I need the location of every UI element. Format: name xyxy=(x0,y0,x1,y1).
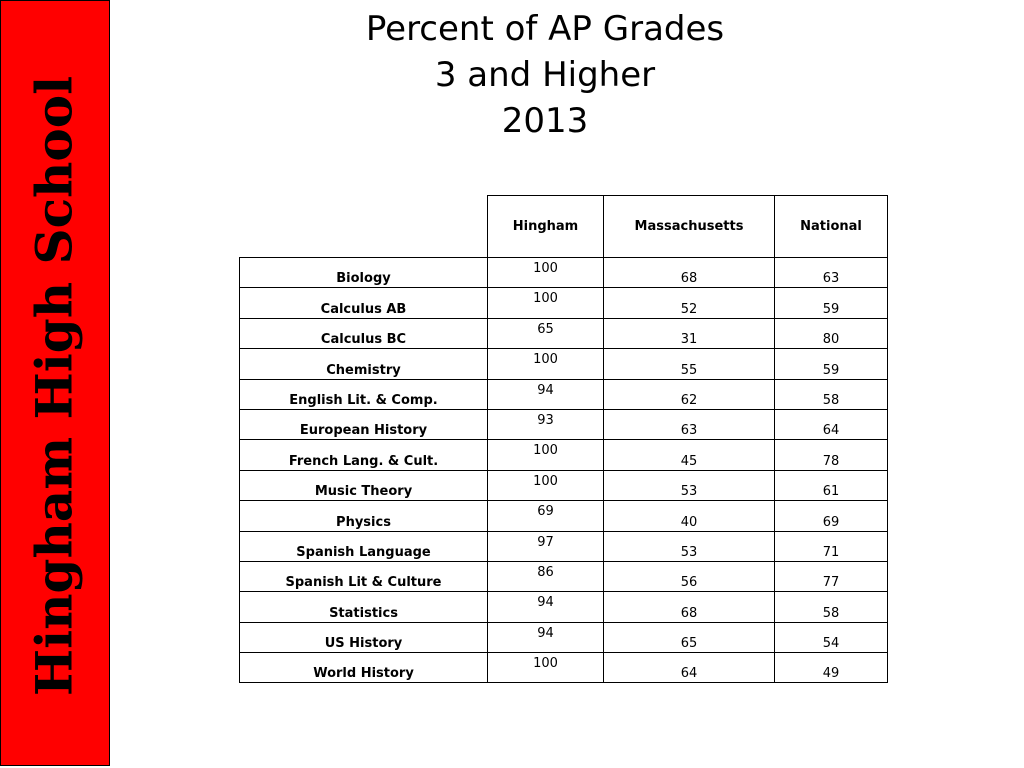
national-cell: 59 xyxy=(775,349,888,379)
table-row xyxy=(240,470,888,500)
table-row xyxy=(240,409,888,439)
hingham-cell: 93 xyxy=(488,409,604,439)
page-title xyxy=(280,6,810,144)
table-row xyxy=(240,349,888,379)
national-cell: 49 xyxy=(775,653,888,683)
national-cell: 54 xyxy=(775,622,888,652)
subject-cell: Music Theory xyxy=(240,470,488,500)
school-name: Hingham High School xyxy=(24,75,84,697)
national-cell: 69 xyxy=(775,501,888,531)
subject-cell: Calculus BC xyxy=(240,318,488,348)
table-row xyxy=(240,622,888,652)
table-row xyxy=(240,592,888,622)
hingham-cell: 100 xyxy=(488,288,604,318)
table-row xyxy=(240,258,888,288)
hingham-cell: 100 xyxy=(488,653,604,683)
hingham-cell: 100 xyxy=(488,440,604,470)
massachusetts-cell: 31 xyxy=(604,318,775,348)
national-cell: 80 xyxy=(775,318,888,348)
title-line-2: 3 and Higher xyxy=(434,55,656,95)
massachusetts-cell: 68 xyxy=(604,258,775,288)
table-row xyxy=(240,288,888,318)
national-cell: 78 xyxy=(775,440,888,470)
massachusetts-cell: 52 xyxy=(604,288,775,318)
hingham-cell: 94 xyxy=(488,622,604,652)
subject-cell: Calculus AB xyxy=(240,288,488,318)
header-national: National xyxy=(775,196,888,258)
hingham-cell: 97 xyxy=(488,531,604,561)
massachusetts-cell: 56 xyxy=(604,561,775,591)
subject-cell: Spanish Language xyxy=(240,531,488,561)
header-massachusetts: Massachusetts xyxy=(604,196,775,258)
national-cell: 58 xyxy=(775,592,888,622)
national-cell: 64 xyxy=(775,409,888,439)
subject-cell: US History xyxy=(240,622,488,652)
hingham-cell: 65 xyxy=(488,318,604,348)
massachusetts-cell: 45 xyxy=(604,440,775,470)
header-blank-cell xyxy=(240,196,488,258)
subject-cell: Statistics xyxy=(240,592,488,622)
hingham-cell: 100 xyxy=(488,258,604,288)
subject-cell: Chemistry xyxy=(240,349,488,379)
national-cell: 77 xyxy=(775,561,888,591)
title-line-3: 2013 xyxy=(501,101,589,141)
ap-grades-table xyxy=(239,195,888,683)
table-row xyxy=(240,318,888,348)
subject-cell: Physics xyxy=(240,501,488,531)
subject-cell: Spanish Lit & Culture xyxy=(240,561,488,591)
massachusetts-cell: 63 xyxy=(604,409,775,439)
table-row xyxy=(240,379,888,409)
table-row xyxy=(240,440,888,470)
national-cell: 63 xyxy=(775,258,888,288)
national-cell: 59 xyxy=(775,288,888,318)
subject-cell: European History xyxy=(240,409,488,439)
hingham-cell: 94 xyxy=(488,592,604,622)
massachusetts-cell: 68 xyxy=(604,592,775,622)
hingham-cell: 94 xyxy=(488,379,604,409)
title-line-1: Percent of AP Grades xyxy=(365,9,725,49)
hingham-cell: 100 xyxy=(488,470,604,500)
national-cell: 71 xyxy=(775,531,888,561)
subject-cell: Biology xyxy=(240,258,488,288)
header-hingham: Hingham xyxy=(488,196,604,258)
hingham-cell: 86 xyxy=(488,561,604,591)
massachusetts-cell: 53 xyxy=(604,470,775,500)
massachusetts-cell: 40 xyxy=(604,501,775,531)
massachusetts-cell: 65 xyxy=(604,622,775,652)
table-header-row xyxy=(240,196,888,258)
table-row xyxy=(240,501,888,531)
subject-cell: French Lang. & Cult. xyxy=(240,440,488,470)
hingham-cell: 69 xyxy=(488,501,604,531)
massachusetts-cell: 64 xyxy=(604,653,775,683)
school-sidebar xyxy=(0,0,110,766)
table-row xyxy=(240,531,888,561)
national-cell: 58 xyxy=(775,379,888,409)
massachusetts-cell: 55 xyxy=(604,349,775,379)
subject-cell: English Lit. & Comp. xyxy=(240,379,488,409)
table-row xyxy=(240,653,888,683)
national-cell: 61 xyxy=(775,470,888,500)
massachusetts-cell: 62 xyxy=(604,379,775,409)
massachusetts-cell: 53 xyxy=(604,531,775,561)
subject-cell: World History xyxy=(240,653,488,683)
hingham-cell: 100 xyxy=(488,349,604,379)
table-row xyxy=(240,561,888,591)
